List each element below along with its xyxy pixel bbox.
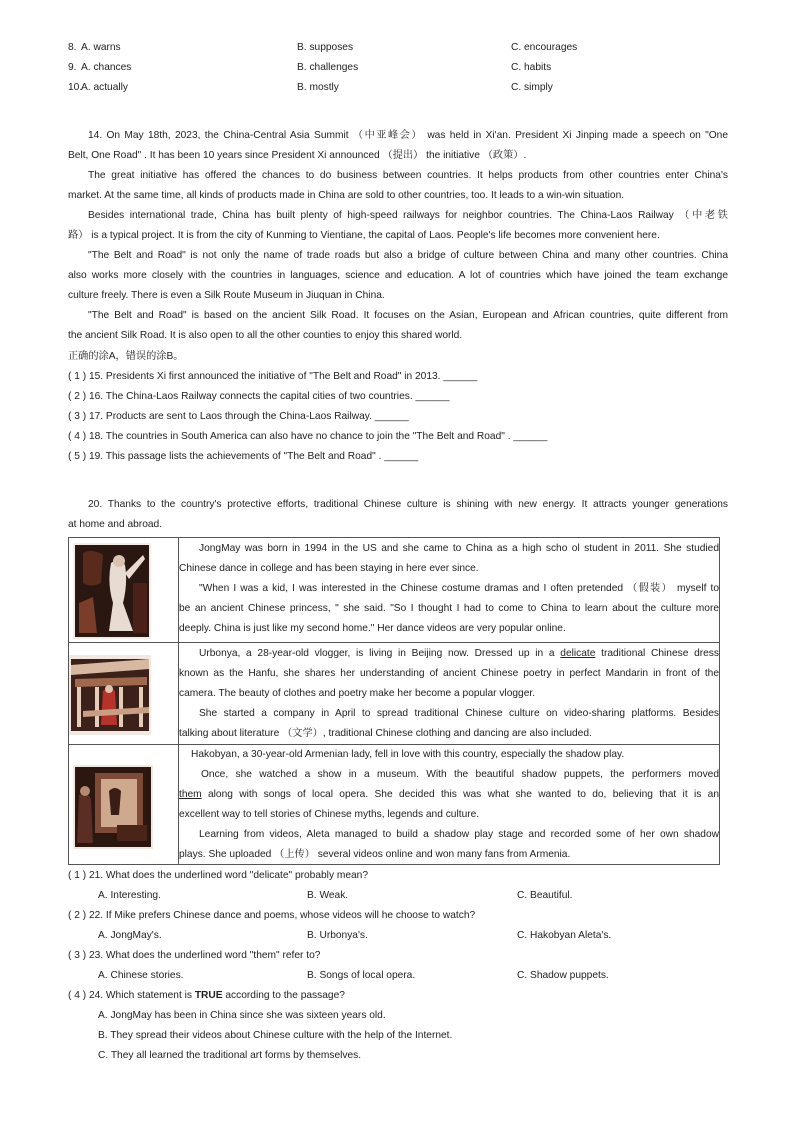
hakobyan-line-3-post: along with songs of local opera. She decided this was what she wanted to do, believing that it is an bbox=[201, 789, 719, 800]
table-row-urbonya bbox=[69, 643, 719, 745]
q21-option-c: C. Beautiful. bbox=[517, 890, 573, 901]
option-8-a: 8. bbox=[68, 42, 77, 53]
profiles-table bbox=[68, 537, 720, 865]
option-row-10 bbox=[68, 78, 728, 98]
them-underlined: them bbox=[179, 789, 202, 800]
p14-line-2: Belt, One Road" . It has been 10 years since President Xi announced （提出） the initiative （政策）. bbox=[68, 150, 527, 161]
option-9-num: 9. bbox=[68, 62, 77, 73]
urbonya-line-3: camera. The beauty of clothes and poetry make her become a popular vlogger. bbox=[179, 688, 536, 699]
option-10-c: C. simply bbox=[511, 82, 553, 93]
p14-line-5: Besides international trade, China has built plenty of high-speed railways for neighbor countries. The China-Laos Railway （中老铁 bbox=[88, 210, 728, 221]
hakobyan-line-6: plays. She uploaded （上传） several videos online and won many fans from Armenia. bbox=[179, 849, 571, 860]
p14-line-7: "The Belt and Road" is not only the name of trade roads but also a bridge of culture between China and many other countries. China bbox=[88, 250, 728, 261]
option-9-a: A. chances bbox=[81, 62, 132, 73]
question-22: ( 2 ) 22. If Mike prefers Chinese dance and poems, whose videos will he choose to watch? bbox=[68, 910, 476, 921]
hakobyan-photo bbox=[73, 765, 153, 849]
urbonya-line-5: talking about literature （文学）, traditional Chinese clothing and dancing are also included. bbox=[179, 728, 592, 739]
question-18: ( 4 ) 18. The countries in South America can also have no chance to join the "The Belt and Road" . ______ bbox=[68, 431, 548, 442]
hakobyan-line-3 bbox=[179, 785, 719, 805]
p20-intro-line-1: 20. Thanks to the country's protective efforts, traditional Chinese culture is shining with new energy. It attracts younger generations bbox=[88, 499, 728, 510]
option-9-c: C. habits bbox=[511, 62, 552, 73]
q23-option-a: A. Chinese stories. bbox=[98, 970, 184, 981]
urbonya-line-4: She started a company in April to spread traditional Chinese culture on video-sharing platforms. Besides bbox=[199, 708, 719, 719]
question-19: ( 5 ) 19. This passage lists the achievements of "The Belt and Road" . ______ bbox=[68, 451, 419, 462]
question-23-options bbox=[68, 966, 728, 986]
option-8-c: C. encourages bbox=[511, 42, 578, 53]
q23-option-c: C. Shadow puppets. bbox=[517, 970, 609, 981]
q24-post: according to the passage? bbox=[222, 990, 345, 1001]
question-21-options bbox=[68, 886, 728, 906]
urbonya-line-2: known as the Hanfu, she shares her understanding of ancient Chinese poetry in perfect Mandarin in front of the bbox=[179, 668, 719, 679]
image-cell-jongmay bbox=[69, 538, 179, 642]
jongmay-line-3: "When I was a kid, I was interested in the Chinese costume dramas and I often pretended （假装） myself to bbox=[199, 583, 719, 594]
jongmay-line-2: Chinese dance in college and has been staying in here ever since. bbox=[179, 563, 479, 574]
q24-pre: ( 4 ) 24. Which statement is bbox=[68, 990, 195, 1001]
p14-line-4: market. At the same time, all kinds of products made in China are sold to other countries, too. It leads to a win-win situation. bbox=[68, 190, 625, 201]
q22-option-a: A. JongMay's. bbox=[98, 930, 162, 941]
p14-line-9: culture freely. There is even a Silk Route Museum in Jiuquan in China. bbox=[68, 290, 385, 301]
p14-line-10: "The Belt and Road" is based on the ancient Silk Road. It focuses on the Asian, European and African countries, quite different from bbox=[88, 310, 728, 321]
question-16: ( 2 ) 16. The China-Laos Railway connects the capital cities of two countries. ______ bbox=[68, 391, 450, 402]
hakobyan-line-1: Hakobyan, a 30-year-old Armenian lady, fell in love with this country, especially the shadow play. bbox=[191, 749, 625, 760]
option-row-8 bbox=[68, 38, 728, 58]
p14-line-3: The great initiative has offered the chances to do business between countries. It helps products from other countries enter China's bbox=[88, 170, 728, 181]
question-21: ( 1 ) 21. What does the underlined word "delicate" probably mean? bbox=[68, 870, 369, 881]
p14-line-11: the ancient Silk Road. It is also open to all the other counties to enjoy this shared world. bbox=[68, 330, 463, 341]
urbonya-line-1 bbox=[179, 644, 719, 664]
question-22-options bbox=[68, 926, 728, 946]
hakobyan-line-5: Learning from videos, Aleta managed to build a shadow play stage and recorded some of her own shadow bbox=[199, 829, 719, 840]
option-8-b: B. supposes bbox=[297, 42, 354, 53]
q22-option-b: B. Urbonya's. bbox=[307, 930, 368, 941]
urbonya-photo bbox=[69, 655, 151, 735]
urbonya-line-1-pre: Urbonya, a 28-year-old vlogger, is living in Beijing now. Dressed up in a bbox=[199, 648, 561, 659]
question-24 bbox=[68, 986, 728, 1006]
question-23: ( 3 ) 23. What does the underlined word "them" refer to? bbox=[68, 950, 321, 961]
q22-option-c: C. Hakobyan Aleta's. bbox=[517, 930, 612, 941]
image-cell-hakobyan bbox=[69, 745, 179, 864]
q24-option-b: B. They spread their videos about Chinese culture with the help of the Internet. bbox=[98, 1030, 453, 1041]
jongmay-line-5: deeply. China is just like my second home." Her dance videos are very popular online. bbox=[179, 623, 566, 634]
jongmay-photo bbox=[73, 543, 151, 639]
p14-instruction: 正确的涂A，错误的涂B。 bbox=[68, 351, 184, 362]
option-8-a-text: A. warns bbox=[81, 42, 121, 53]
hakobyan-line-2: Once, she watched a show in a museum. With the beautiful shadow puppets, the performers moved bbox=[201, 769, 719, 780]
p14-line-1: 14. On May 18th, 2023, the China-Central Asia Summit （中亚峰会） was held in Xi'an. President Xi Jinping made a speech on "One bbox=[88, 130, 728, 141]
q24-option-a: A. JongMay has been in China since she was sixteen years old. bbox=[98, 1010, 386, 1021]
p14-line-6: 路） is a typical project. It is from the city of Kunming to Vientiane, the capital of Laos. People's life becomes more convenient here. bbox=[68, 230, 660, 241]
table-row-jongmay bbox=[69, 538, 719, 643]
urbonya-line-1-post: traditional Chinese dress bbox=[595, 648, 719, 659]
jongmay-line-1: JongMay was born in 1994 in the US and she came to China as a high scho ol student in 2011. She studied bbox=[199, 543, 719, 554]
option-row-9 bbox=[68, 58, 728, 78]
delicate-underlined: delicate bbox=[560, 648, 596, 659]
question-15: ( 1 ) 15. Presidents Xi first announced the initiative of "The Belt and Road" in 2013. ______ bbox=[68, 371, 478, 382]
q24-true-bold: TRUE bbox=[194, 990, 223, 1001]
q21-option-b: B. Weak. bbox=[307, 890, 349, 901]
q23-option-b: B. Songs of local opera. bbox=[307, 970, 416, 981]
question-17: ( 3 ) 17. Products are sent to Laos through the China-Laos Railway. ______ bbox=[68, 411, 409, 422]
q24-option-c: C. They all learned the traditional art forms by themselves. bbox=[98, 1050, 362, 1061]
option-10-num: 10. bbox=[68, 82, 83, 93]
p14-line-8: also works more closely with the countries in languages, science and education. A lot of countries which have joined the team exchange bbox=[68, 270, 728, 281]
option-10-a: A. actually bbox=[81, 82, 128, 93]
table-row-hakobyan bbox=[69, 745, 719, 864]
q21-option-a: A. Interesting. bbox=[98, 890, 161, 901]
option-10-b: B. mostly bbox=[297, 82, 339, 93]
image-cell-urbonya bbox=[69, 643, 179, 744]
hakobyan-line-4: excellent way to tell stories of Chinese myths, legends and culture. bbox=[179, 809, 480, 820]
jongmay-line-4: be an ancient Chinese princess, " she said. "So I thought I had to come to China to learn about the culture more bbox=[179, 603, 719, 614]
p20-intro-line-2: at home and abroad. bbox=[68, 519, 163, 530]
option-9-b: B. challenges bbox=[297, 62, 359, 73]
